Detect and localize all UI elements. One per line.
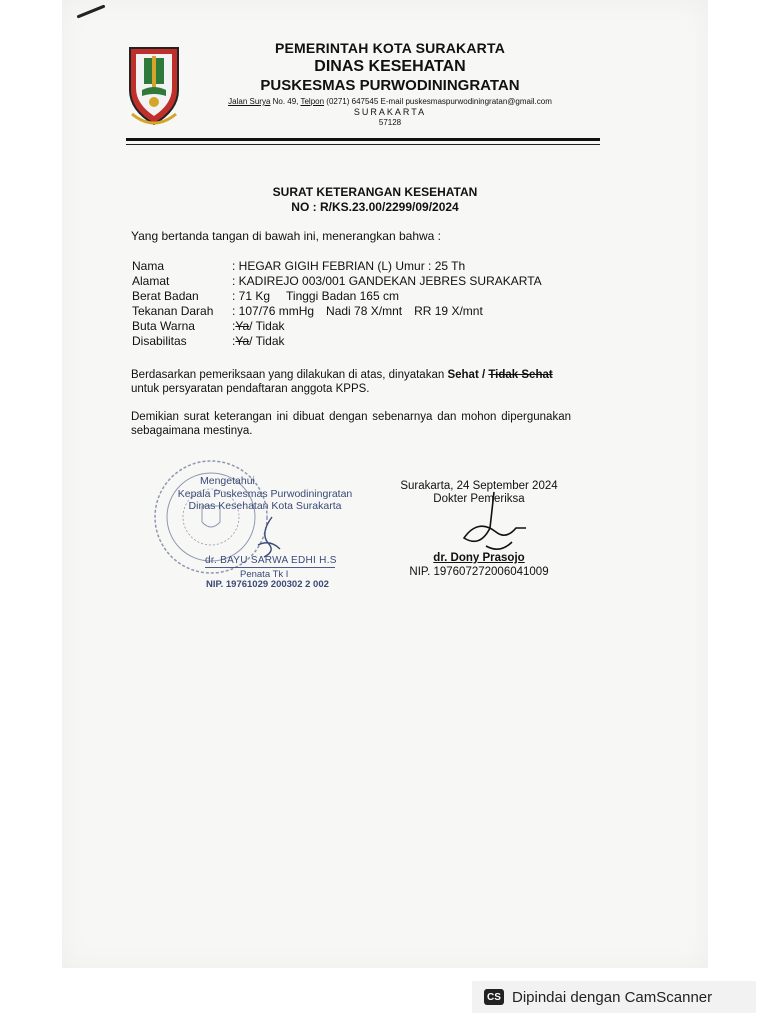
document-title: [150, 185, 600, 214]
approver-block: [160, 475, 370, 512]
field-value-berat: : 71 Kg: [232, 289, 271, 303]
field-label-disabilitas: Disabilitas: [132, 334, 187, 348]
field-row-tekanan: [132, 304, 542, 319]
letterhead-puskesmas: PUSKESMAS PURWODININGRATAN: [260, 77, 520, 94]
field-row-disabilitas: [132, 334, 542, 349]
field-colon-buta-warna: :: [232, 319, 236, 333]
examiner-name: dr. Dony Prasojo: [433, 552, 525, 564]
approver-name-underline: [205, 567, 335, 568]
letterhead-divider-thick: [126, 138, 600, 141]
field-value-tekanan: : 107/76 mmHg: [232, 304, 315, 318]
closing-paragraph: Demikian surat keterangan ini dibuat dengan sebenarnya dan mohon dipergunakan sebagaimana mestinya.: [131, 411, 571, 437]
field-row-nama: [132, 259, 542, 274]
letterhead-government: PEMERINTAH KOTA SURAKARTA: [274, 40, 506, 56]
field-value-alamat: : KADIREJO 003/001 GANDEKAN JEBRES SURAKARTA: [232, 274, 542, 288]
letterhead-city: SURAKARTA: [353, 107, 427, 117]
letter-number: NO : R/KS.23.00/2299/09/2024: [291, 200, 459, 214]
camscanner-label: Dipindai dengan CamScanner: [512, 988, 713, 1006]
conclusion-paragraph: [131, 368, 571, 396]
approver-signature: [250, 515, 290, 559]
conclusion-text: Berdasarkan pemeriksaan yang dilakukan di atas, dinyatakan: [131, 369, 448, 381]
field-colon-disabilitas: :: [232, 334, 236, 348]
letterhead-department: DINAS KESEHATAN: [314, 58, 466, 75]
patient-fields: [132, 259, 542, 349]
conclusion-purpose: untuk persyaratan pendaftaran anggota KPPS.: [131, 383, 370, 395]
field-value-nama: : HEGAR GIGIH FEBRIAN (L) Umur : 25 Th: [232, 259, 466, 273]
letterhead-postal-code: 57128: [378, 118, 402, 127]
address-phone-label: Telpon: [300, 97, 325, 106]
status-sehat: Sehat /: [447, 369, 489, 381]
approver-name: dr. BAYU SARWA EDHI H.S: [205, 555, 337, 566]
field-label-nama: Nama: [132, 259, 165, 273]
field-value-nadi: Nadi 78 X/mnt: [326, 304, 403, 318]
approver-department: Dinas Kesehatan Kota Surakarta: [188, 500, 342, 512]
letterhead-divider-thin: [126, 144, 600, 145]
status-tidak-sehat-struck: Tidak Sehat: [488, 369, 553, 381]
field-row-alamat: [132, 274, 542, 289]
approver-nip: NIP. 19761029 200302 2 002: [206, 579, 329, 590]
surakarta-coat-of-arms-logo: [126, 44, 182, 128]
address-street: Jalan Surya: [228, 97, 271, 106]
field-label-berat: Berat Badan: [132, 289, 199, 303]
approver-position: Kepala Puskesmas Purwodiningratan: [177, 488, 353, 500]
field-option-ya-struck: Ya: [235, 334, 250, 348]
field-option-tidak: / Tidak: [249, 319, 285, 333]
field-row-buta-warna: [132, 319, 542, 334]
camscanner-icon: CS: [484, 989, 504, 1005]
examiner-nip: NIP. 197607272006041009: [409, 566, 549, 578]
examiner-title: Dokter Pemeriksa: [433, 493, 525, 505]
field-label-tekanan: Tekanan Darah: [132, 304, 214, 318]
approval-label: Mengetahui: [200, 475, 255, 487]
field-value-rr: RR 19 X/mnt: [414, 304, 483, 318]
letter-heading: SURAT KETERANGAN KESEHATAN: [272, 185, 478, 199]
address-contact: (0271) 647545 E-mail puskesmaspurwodiningratan@gmail.com: [324, 97, 552, 106]
field-label-buta-warna: Buta Warna: [132, 319, 195, 333]
letterhead-address: [190, 97, 590, 106]
letterhead: [190, 40, 590, 127]
field-value-tinggi: Tinggi Badan 165 cm: [286, 289, 399, 303]
camscanner-watermark: [472, 981, 756, 1013]
approver-rank: Penata Tk I: [240, 569, 289, 580]
field-option-ya-struck: Ya: [235, 319, 250, 333]
field-label-alamat: Alamat: [132, 274, 170, 288]
field-row-berat: [132, 289, 542, 304]
field-option-tidak: / Tidak: [249, 334, 285, 348]
place-date: Surakarta, 24 September 2024: [400, 480, 558, 492]
address-number: No. 49,: [270, 97, 301, 106]
intro-text: Yang bertanda tangan di bawah ini, menerangkan bahwa :: [131, 229, 442, 243]
